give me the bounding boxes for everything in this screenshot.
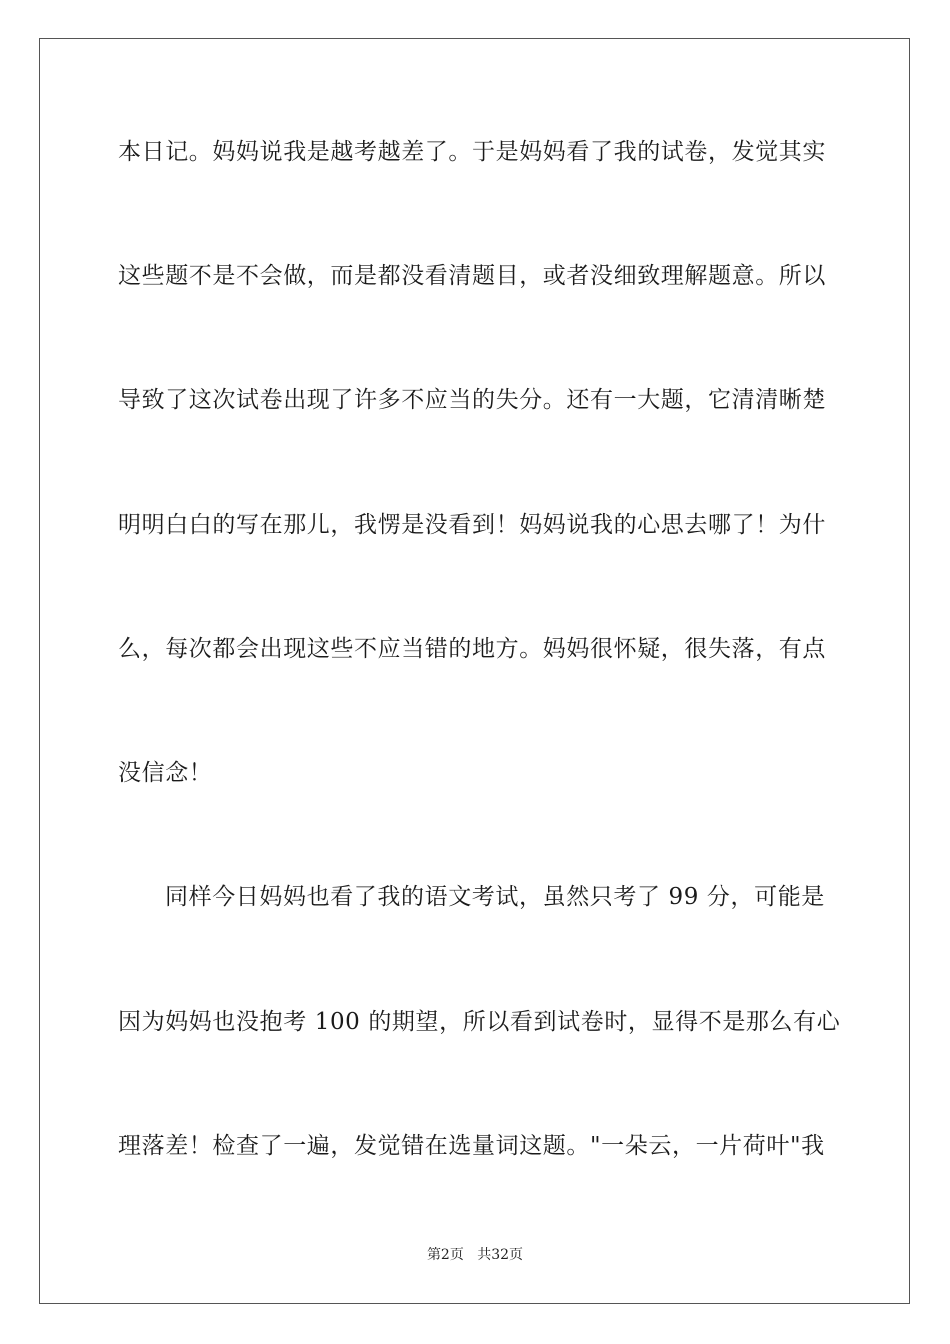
body-line-5: 么，每次都会出现这些不应当错的地方。妈妈很怀疑，很失落，有点 xyxy=(118,636,826,662)
body-line-2: 这些题不是不会做，而是都没看清题目，或者没细致理解题意。所以 xyxy=(118,263,826,289)
body-line-9: 理落差！检查了一遍，发觉错在选量词这题。"一朵云，一片荷叶"我 xyxy=(118,1133,825,1159)
body-line-3: 导致了这次试卷出现了许多不应当的失分。还有一大题，它清清晰楚 xyxy=(118,387,826,413)
total-pages: 共32页 xyxy=(477,1247,524,1263)
body-line-6: 没信念！ xyxy=(118,760,213,786)
body-line-7-paragraph-start: 同样今日妈妈也看了我的语文考试，虽然只考了 99 分，可能是 xyxy=(165,884,825,910)
page-border xyxy=(39,38,910,1304)
page-footer xyxy=(0,1246,950,1264)
page-number: 第2页 xyxy=(426,1247,464,1263)
body-line-1: 本日记。妈妈说我是越考越差了。于是妈妈看了我的试卷，发觉其实 xyxy=(118,139,826,165)
body-line-4: 明明白白的写在那儿，我愣是没看到！妈妈说我的心思去哪了！为什 xyxy=(118,512,826,538)
body-line-8: 因为妈妈也没抱考 100 的期望，所以看到试卷时，显得不是那么有心 xyxy=(118,1009,841,1035)
